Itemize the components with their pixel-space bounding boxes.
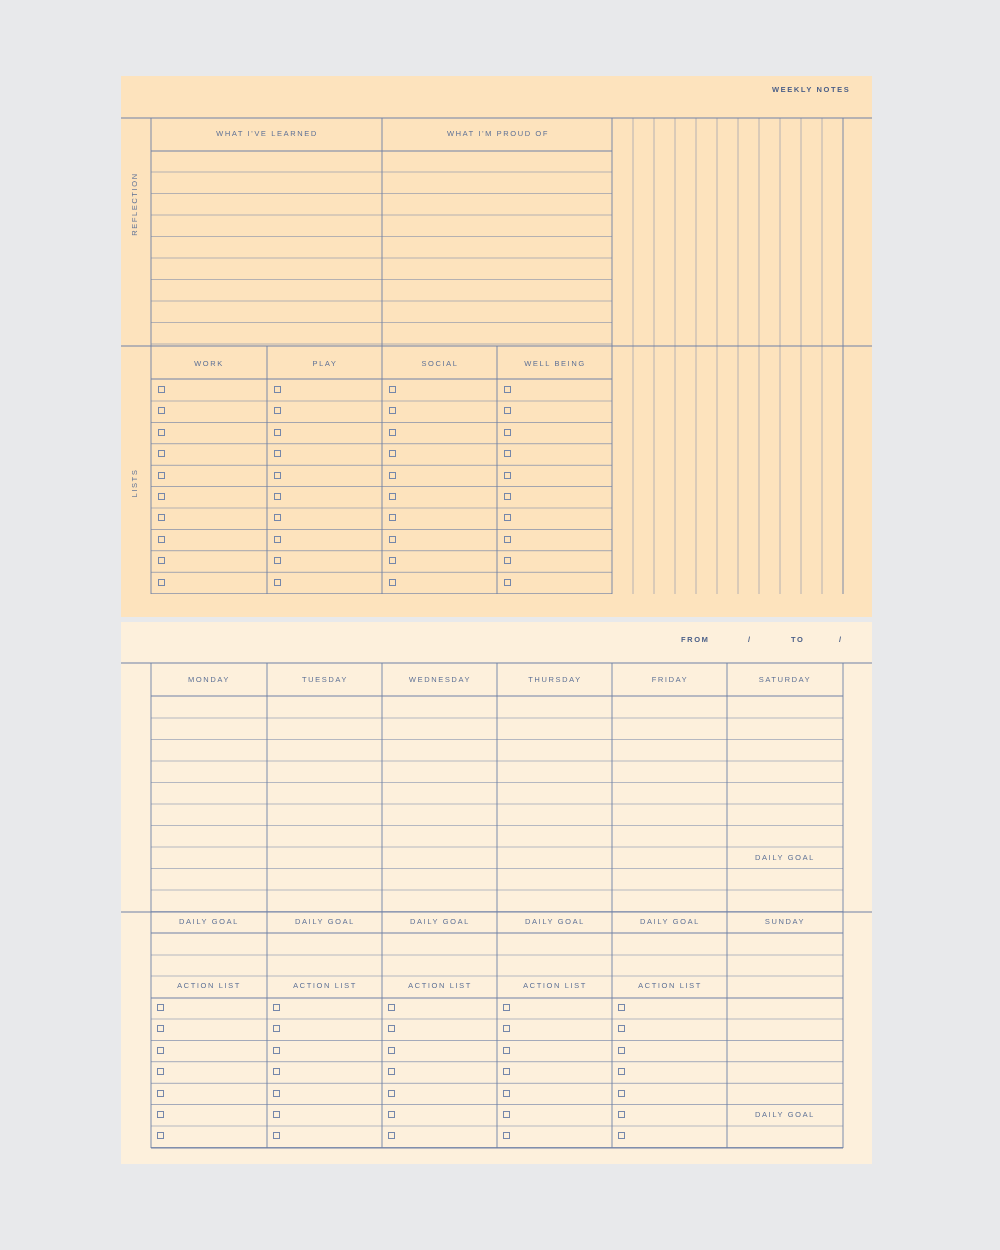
checkbox[interactable]: [618, 1068, 625, 1075]
checkbox[interactable]: [389, 536, 396, 543]
wednesday-daily-goal-label: DAILY GOAL: [410, 917, 470, 926]
from-label: FROM: [681, 635, 710, 644]
checkbox[interactable]: [389, 557, 396, 564]
checkbox[interactable]: [274, 472, 281, 479]
checkbox[interactable]: [388, 1004, 395, 1011]
tuesday-action-list-label: ACTION LIST: [293, 981, 357, 990]
weekly-notes-grid: [121, 76, 872, 617]
weekly-planner-sheet: [121, 622, 872, 1164]
checkbox[interactable]: [157, 1132, 164, 1139]
day-header-wednesday: WEDNESDAY: [408, 675, 472, 684]
checkbox[interactable]: [389, 386, 396, 393]
checkbox[interactable]: [618, 1111, 625, 1118]
day-header-tuesday: TUESDAY: [301, 675, 349, 684]
checkbox[interactable]: [503, 1111, 510, 1118]
checkbox[interactable]: [388, 1025, 395, 1032]
day-header-thursday: THURSDAY: [528, 675, 582, 684]
checkbox[interactable]: [273, 1068, 280, 1075]
checkbox[interactable]: [504, 557, 511, 564]
checkbox[interactable]: [504, 472, 511, 479]
checkbox[interactable]: [618, 1047, 625, 1054]
checkbox[interactable]: [503, 1047, 510, 1054]
learned-column-header: WHAT I'VE LEARNED: [216, 129, 318, 138]
social-column-header: SOCIAL: [421, 359, 459, 368]
thursday-daily-goal-label: DAILY GOAL: [525, 917, 585, 926]
checkbox[interactable]: [389, 450, 396, 457]
checkbox[interactable]: [389, 579, 396, 586]
wednesday-action-list-label: ACTION LIST: [408, 981, 472, 990]
checkbox[interactable]: [157, 1111, 164, 1118]
checkbox[interactable]: [158, 386, 165, 393]
checkbox[interactable]: [158, 429, 165, 436]
checkbox[interactable]: [273, 1025, 280, 1032]
work-column-header: WORK: [194, 359, 224, 368]
checkbox[interactable]: [274, 514, 281, 521]
checkbox[interactable]: [158, 472, 165, 479]
day-header-sunday: SUNDAY: [764, 917, 806, 926]
checkbox[interactable]: [158, 536, 165, 543]
checkbox[interactable]: [388, 1047, 395, 1054]
checkbox[interactable]: [388, 1111, 395, 1118]
checkbox[interactable]: [504, 450, 511, 457]
checkbox[interactable]: [157, 1004, 164, 1011]
checkbox[interactable]: [158, 450, 165, 457]
monday-daily-goal-label: DAILY GOAL: [179, 917, 239, 926]
day-header-monday: MONDAY: [188, 675, 230, 684]
checkbox[interactable]: [158, 579, 165, 586]
checkbox[interactable]: [274, 386, 281, 393]
day-header-saturday: SATURDAY: [758, 675, 812, 684]
checkbox[interactable]: [273, 1047, 280, 1054]
lists-section-label: LISTS: [130, 468, 139, 498]
checkbox[interactable]: [504, 429, 511, 436]
checkbox[interactable]: [389, 493, 396, 500]
to-label: TO: [791, 635, 805, 644]
tuesday-daily-goal-label: DAILY GOAL: [295, 917, 355, 926]
checkbox[interactable]: [388, 1068, 395, 1075]
proud-column-header: WHAT I'M PROUD OF: [446, 129, 550, 138]
checkbox[interactable]: [618, 1025, 625, 1032]
day-header-friday: FRIDAY: [651, 675, 689, 684]
checkbox[interactable]: [388, 1132, 395, 1139]
checkbox[interactable]: [157, 1047, 164, 1054]
checkbox[interactable]: [158, 557, 165, 564]
checkbox[interactable]: [158, 493, 165, 500]
to-date-slash: /: [839, 635, 843, 644]
checkbox[interactable]: [389, 429, 396, 436]
weekly-planner-grid: [121, 622, 872, 1164]
checkbox[interactable]: [274, 536, 281, 543]
checkbox[interactable]: [274, 407, 281, 414]
sunday-daily-goal-label: DAILY GOAL: [755, 1110, 815, 1119]
checkbox[interactable]: [504, 579, 511, 586]
checkbox[interactable]: [503, 1004, 510, 1011]
checkbox[interactable]: [388, 1090, 395, 1097]
checkbox[interactable]: [504, 536, 511, 543]
checkbox[interactable]: [157, 1068, 164, 1075]
checkbox[interactable]: [274, 579, 281, 586]
checkbox[interactable]: [503, 1132, 510, 1139]
reflection-section-label: REFLECTION: [130, 172, 139, 236]
checkbox[interactable]: [389, 514, 396, 521]
checkbox[interactable]: [504, 514, 511, 521]
well-being-column-header: WELL BEING: [524, 359, 586, 368]
thursday-action-list-label: ACTION LIST: [523, 981, 587, 990]
checkbox[interactable]: [273, 1004, 280, 1011]
checkbox[interactable]: [389, 472, 396, 479]
checkbox[interactable]: [503, 1025, 510, 1032]
monday-action-list-label: ACTION LIST: [177, 981, 241, 990]
checkbox[interactable]: [504, 493, 511, 500]
saturday-daily-goal-label: DAILY GOAL: [755, 853, 815, 862]
checkbox[interactable]: [158, 407, 165, 414]
weekly-notes-title: WEEKLY NOTES: [772, 85, 851, 94]
checkbox[interactable]: [273, 1132, 280, 1139]
checkbox[interactable]: [618, 1132, 625, 1139]
checkbox[interactable]: [274, 429, 281, 436]
checkbox[interactable]: [274, 557, 281, 564]
checkbox[interactable]: [274, 450, 281, 457]
checkbox[interactable]: [618, 1004, 625, 1011]
checkbox[interactable]: [157, 1090, 164, 1097]
checkbox[interactable]: [504, 386, 511, 393]
checkbox[interactable]: [503, 1090, 510, 1097]
checkbox[interactable]: [389, 407, 396, 414]
checkbox[interactable]: [157, 1025, 164, 1032]
checkbox[interactable]: [273, 1111, 280, 1118]
checkbox[interactable]: [158, 514, 165, 521]
checkbox[interactable]: [618, 1090, 625, 1097]
friday-daily-goal-label: DAILY GOAL: [640, 917, 700, 926]
checkbox[interactable]: [503, 1068, 510, 1075]
checkbox[interactable]: [274, 493, 281, 500]
checkbox[interactable]: [504, 407, 511, 414]
checkbox[interactable]: [273, 1090, 280, 1097]
play-column-header: PLAY: [312, 359, 338, 368]
friday-action-list-label: ACTION LIST: [638, 981, 702, 990]
weekly-notes-sheet: [121, 76, 872, 617]
from-date-slash: /: [748, 635, 752, 644]
